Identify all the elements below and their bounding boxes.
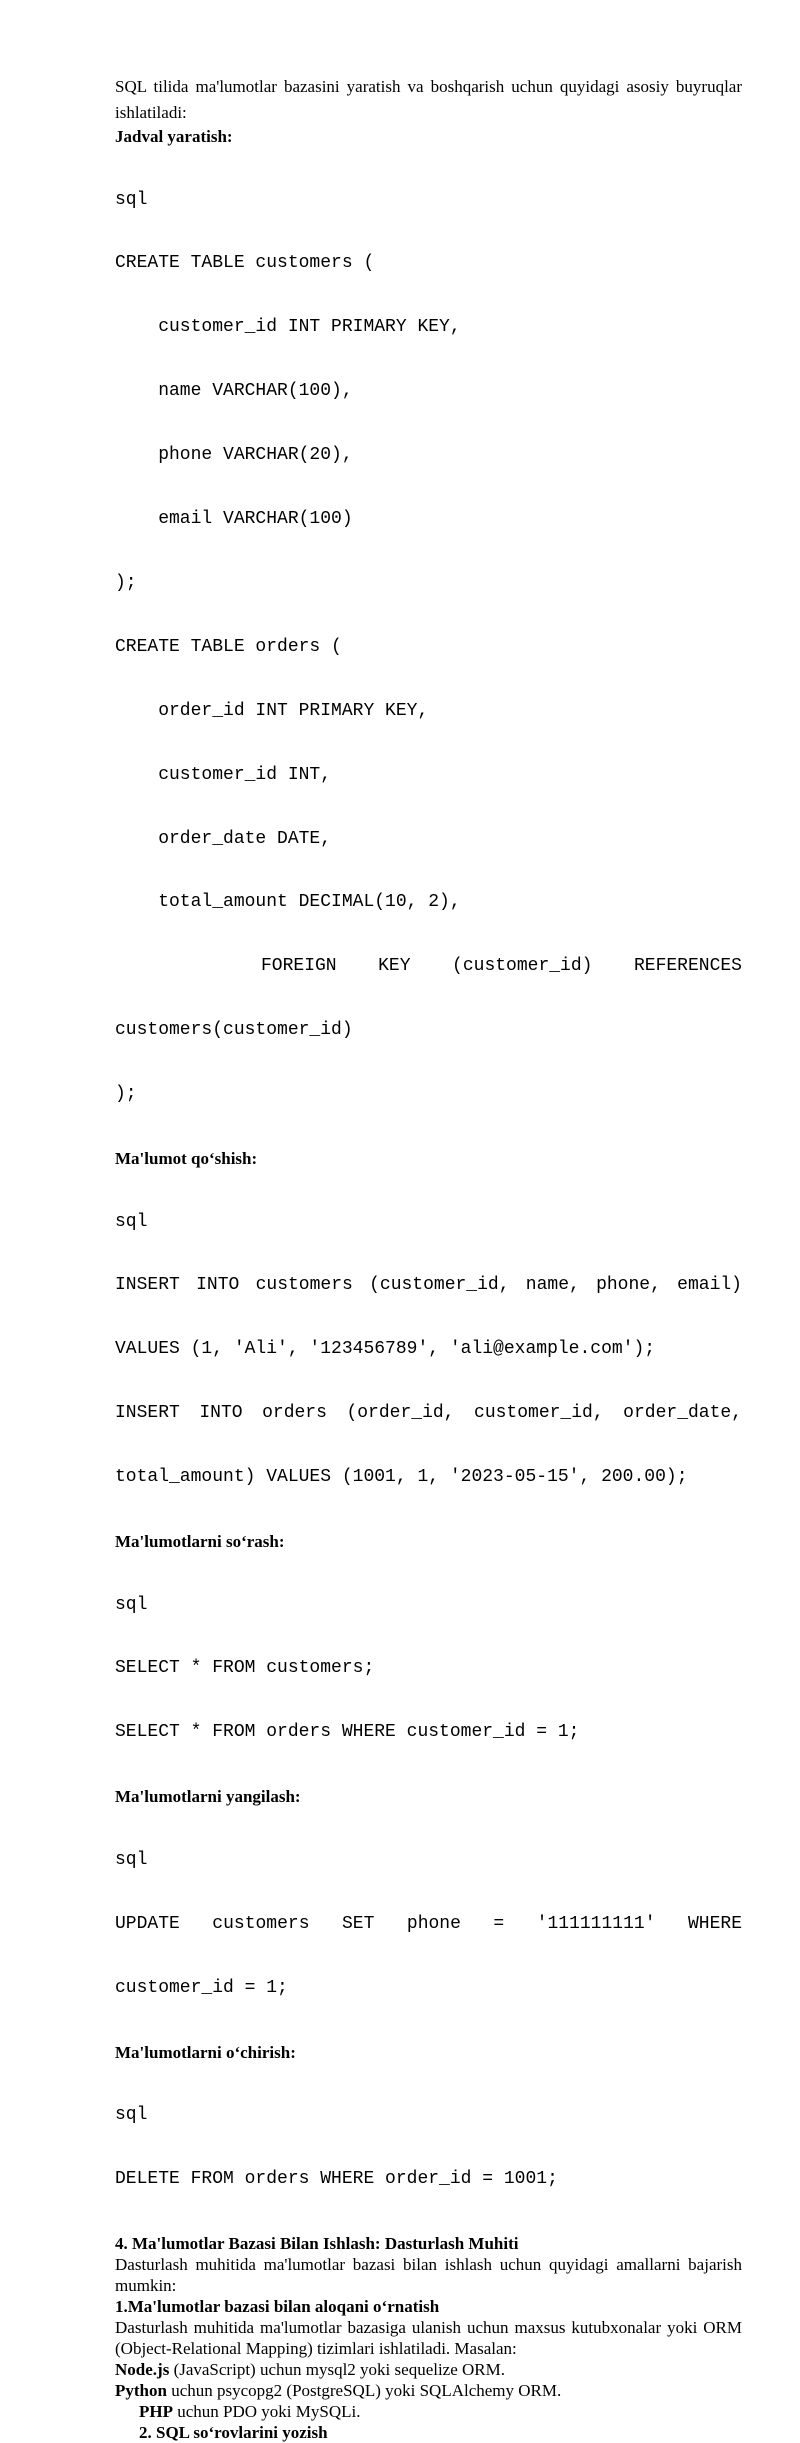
- code-line: SELECT * FROM customers;: [115, 1658, 375, 1679]
- list-item-python: [115, 2380, 742, 2401]
- code-line: CREATE TABLE customers (: [115, 253, 375, 274]
- code-line: phone VARCHAR(20),: [115, 445, 353, 466]
- code-line-foreign-key: FOREIGN KEY (customer_id) REFERENCES: [261, 956, 742, 977]
- code-line: SELECT * FROM orders WHERE customer_id = 1;: [115, 1722, 580, 1743]
- code-lang-label: sql: [115, 1211, 148, 1232]
- code-line: INSERT INTO orders (order_id, customer_id, order_date,: [115, 1403, 742, 1424]
- code-line: UPDATE customers SET phone = '111111111' WHERE: [115, 1913, 742, 1934]
- connection-paragraph: Dasturlash muhitida ma'lumotlar bazasiga ulanish uchun maxsus kutubxonalar yoki ORM (Object-Relational Mapping) tizimlari ishlatiladi. Masalan:: [115, 2317, 742, 2358]
- item-bold-label: Node.js: [115, 2359, 170, 2379]
- code-line: customer_id INT,: [115, 764, 332, 785]
- code-block-delete: [115, 2063, 742, 2233]
- item-text: uchun psycopg2 (PostgreSQL) yoki SQLAlchemy ORM.: [166, 2380, 562, 2400]
- list-item-nodejs: [115, 2359, 742, 2380]
- chapter-paragraph: Dasturlash muhitida ma'lumotlar bazasi bilan ishlash uchun quyidagi amallarni bajarish mumkin:: [115, 2254, 742, 2295]
- item-text: uchun PDO yoki MySQLi.: [173, 2401, 361, 2421]
- code-lang-label: sql: [115, 1849, 148, 1870]
- item-text: (JavaScript) uchun mysql2 yoki sequelize ORM.: [169, 2359, 506, 2379]
- heading-select: Ma'lumotlarni so‘rash:: [115, 1532, 285, 1551]
- heading-delete: Ma'lumotlarni o‘chirish:: [115, 2042, 296, 2062]
- document-content: [115, 74, 742, 2443]
- code-line: customer_id INT PRIMARY KEY,: [115, 317, 461, 338]
- code-line: customer_id = 1;: [115, 1977, 288, 1998]
- heading-update: Ma'lumotlarni yangilash:: [115, 1787, 301, 1807]
- item-bold-label: Python: [115, 2380, 167, 2400]
- heading-insert: Ma'lumot qo‘shish:: [115, 1148, 258, 1168]
- chapter-heading: 4. Ma'lumotlar Bazasi Bilan Ishlash: Dasturlash Muhiti: [115, 2233, 519, 2253]
- list-item-php: [115, 2401, 742, 2422]
- heading-create-table: Jadval yaratish:: [115, 127, 233, 146]
- code-line: email VARCHAR(100): [115, 509, 353, 530]
- code-lang-label: sql: [115, 2105, 148, 2126]
- code-line: );: [115, 572, 137, 593]
- code-line: VALUES (1, 'Ali', '123456789', 'ali@example.com');: [115, 1339, 656, 1360]
- code-lang-label: sql: [115, 189, 148, 210]
- item-bold-label: PHP: [139, 2401, 173, 2421]
- intro-paragraph: SQL tilida ma'lumotlar bazasini yaratish va boshqarish uchun quyidagi asosiy buyruqlar ishlatiladi:: [115, 77, 742, 122]
- subheading-connection: 1.Ma'lumotlar bazasi bilan aloqani o‘rnatish: [115, 2296, 440, 2316]
- code-line: order_date DATE,: [115, 828, 332, 849]
- code-block-update: [115, 1807, 742, 2041]
- code-line: total_amount) VALUES (1001, 1, '2023-05-15', 200.00);: [115, 1467, 688, 1488]
- code-line: customers(customer_id): [115, 1020, 353, 1041]
- code-line: );: [115, 1084, 137, 1105]
- code-line: total_amount DECIMAL(10, 2),: [115, 892, 461, 913]
- code-line: INSERT INTO customers (customer_id, name, phone, email): [115, 1275, 742, 1296]
- code-block-select: [115, 1552, 742, 1786]
- code-lang-label: sql: [115, 1594, 148, 1615]
- code-block-create-table: [115, 147, 742, 1148]
- code-line: CREATE TABLE orders (: [115, 636, 342, 657]
- code-block-insert: [115, 1169, 742, 1531]
- code-line: name VARCHAR(100),: [115, 381, 353, 402]
- subheading-sql-queries: 2. SQL so‘rovlarini yozish: [139, 2422, 328, 2442]
- code-line: DELETE FROM orders WHERE order_id = 1001;: [115, 2169, 558, 2190]
- code-line: order_id INT PRIMARY KEY,: [115, 700, 429, 721]
